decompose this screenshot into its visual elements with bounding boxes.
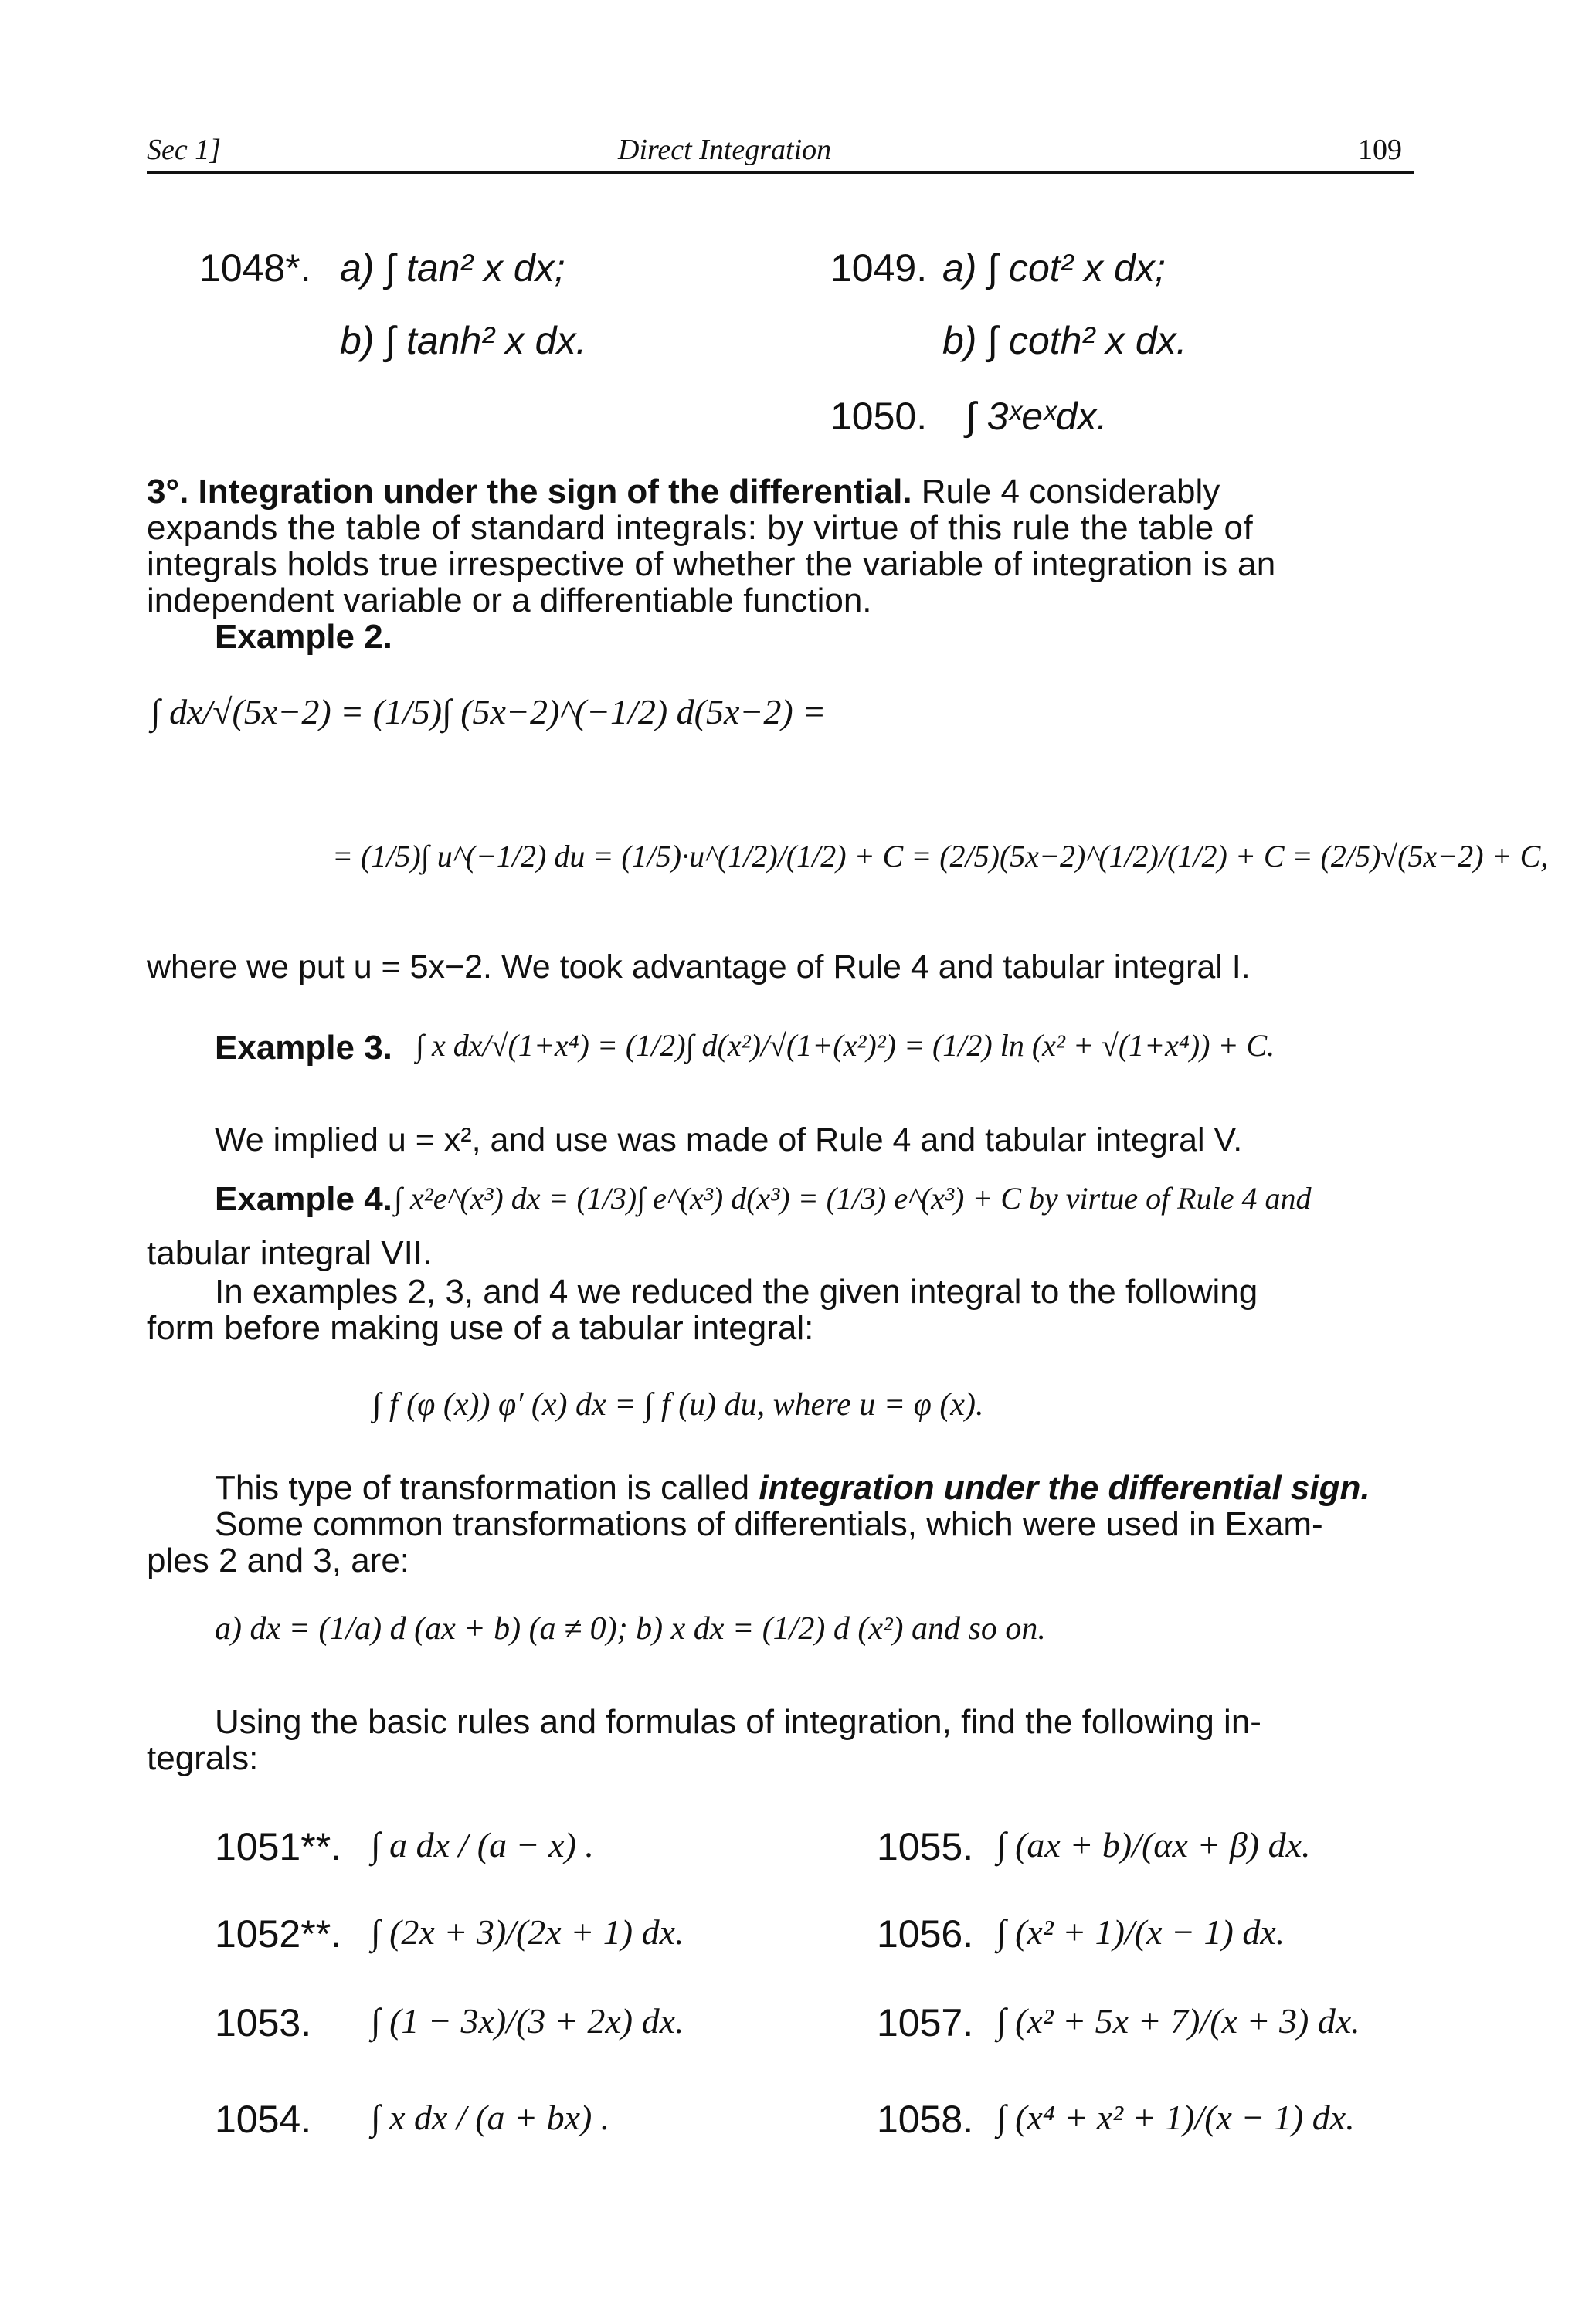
example3-note: We implied u = x², and use was made of Rule 4 and tabular integral V. — [215, 1121, 1243, 1159]
example3-label: Example 3. — [215, 1029, 392, 1067]
example2-label: Example 2. — [215, 618, 392, 656]
example4-note: tabular integral VII. — [147, 1234, 433, 1272]
page-title: Direct Integration — [618, 134, 832, 166]
exercise-1058-number: 1058. — [877, 2098, 974, 2141]
summary-formula: ∫ f (φ (x)) φ′ (x) dx = ∫ f (u) du, where u = φ (x). — [372, 1387, 984, 1423]
problem-1050-number: 1050. — [830, 395, 928, 438]
exercise-1053-number: 1053. — [215, 2001, 312, 2044]
exercise-1055-number: 1055. — [877, 1825, 974, 1868]
exercise-1056-number: 1056. — [877, 1912, 974, 1956]
summary-transforms: a) dx = (1/a) d (ax + b) (a ≠ 0); b) x dx = (1/2) d (x²) and so on. — [215, 1611, 1046, 1647]
exercise-1052-expr: ∫ (2x + 3)/(2x + 1) dx. — [371, 1912, 684, 1952]
problem-1049-b: b) ∫ coth² x dx. — [942, 319, 1187, 362]
exercises-intro-line1: Using the basic rules and formulas of integration, find the following in- — [215, 1703, 1261, 1741]
problem-1049-a: a) ∫ cot² x dx; — [942, 246, 1166, 290]
summary-line3-text: This type of transformation is called — [215, 1469, 750, 1507]
problem-1049-number: 1049. — [830, 246, 928, 290]
problem-1048-b: b) ∫ tanh² x dx. — [340, 319, 587, 362]
exercise-1055-expr: ∫ (ax + b)/(αx + β) dx. — [996, 1825, 1311, 1864]
exercise-1054-number: 1054. — [215, 2098, 312, 2141]
section3-line3: integrals holds true irrespective of whether the variable of integration is an — [147, 545, 1276, 583]
summary-line1: In examples 2, 3, and 4 we reduced the given integral to the following — [215, 1273, 1258, 1311]
exercise-1052-number: 1052**. — [215, 1912, 342, 1956]
exercise-1053-expr: ∫ (1 − 3x)/(3 + 2x) dx. — [371, 2001, 684, 2041]
example2-equation-2: = (1/5)∫ u^(−1/2) du = (1/5)·u^(1/2)/(1/2) + C = (2/5)(5x−2)^(1/2)/(1/2) + C = (2/5)√(5x−2) + C, — [332, 839, 1549, 874]
example4-label: Example 4. — [215, 1180, 392, 1218]
summary-line4: Some common transformations of differentials, which were used in Exam- — [215, 1505, 1323, 1543]
summary-line3-term: integration under the differential sign. — [759, 1469, 1370, 1507]
problem-1050-expr: ∫ 3ˣeˣdx. — [966, 395, 1108, 438]
summary-line3 — [215, 1469, 1370, 1508]
section-label: Sec 1] — [147, 134, 222, 166]
example4-equation: ∫ x²e^(x³) dx = (1/3)∫ e^(x³) d(x³) = (1/3) e^(x³) + C by virtue of Rule 4 and — [394, 1181, 1312, 1216]
page-number: 109 — [1358, 134, 1402, 166]
section3-line1: Rule 4 considerably — [921, 473, 1220, 511]
header-rule — [147, 171, 1414, 174]
summary-line2: form before making use of a tabular integral: — [147, 1309, 814, 1347]
problem-1048-a: a) ∫ tan² x dx; — [340, 246, 565, 290]
exercise-1056-expr: ∫ (x² + 1)/(x − 1) dx. — [996, 1912, 1285, 1952]
exercise-1058-expr: ∫ (x⁴ + x² + 1)/(x − 1) dx. — [996, 2098, 1355, 2137]
example2-equation-1: ∫ dx/√(5x−2) = (1/5)∫ (5x−2)^(−1/2) d(5x−2) = — [151, 692, 827, 731]
section3-line4: independent variable or a differentiable function. — [147, 582, 872, 619]
section3-line2: expands the table of standard integrals: by virtue of this rule the table of — [147, 509, 1254, 547]
exercise-1051-number: 1051**. — [215, 1825, 342, 1868]
exercise-1054-expr: ∫ x dx / (a + bx) . — [371, 2098, 610, 2137]
section3-title: 3°. Integration under the sign of the differential. — [147, 473, 912, 511]
exercise-1051-expr: ∫ a dx / (a − x) . — [371, 1825, 594, 1864]
exercises-intro-line2: tegrals: — [147, 1739, 259, 1777]
summary-line5: ples 2 and 3, are: — [147, 1542, 410, 1579]
exercise-1057-number: 1057. — [877, 2001, 974, 2044]
section3-heading — [147, 473, 1220, 511]
problem-1048-number: 1048*. — [199, 246, 311, 290]
example2-note: where we put u = 5x−2. We took advantage of Rule 4 and tabular integral I. — [147, 948, 1251, 986]
example3-equation: ∫ x dx/√(1+x⁴) = (1/2)∫ d(x²)/√(1+(x²)²) = (1/2) ln (x² + √(1+x⁴)) + C. — [416, 1028, 1275, 1063]
exercise-1057-expr: ∫ (x² + 5x + 7)/(x + 3) dx. — [996, 2001, 1360, 2041]
